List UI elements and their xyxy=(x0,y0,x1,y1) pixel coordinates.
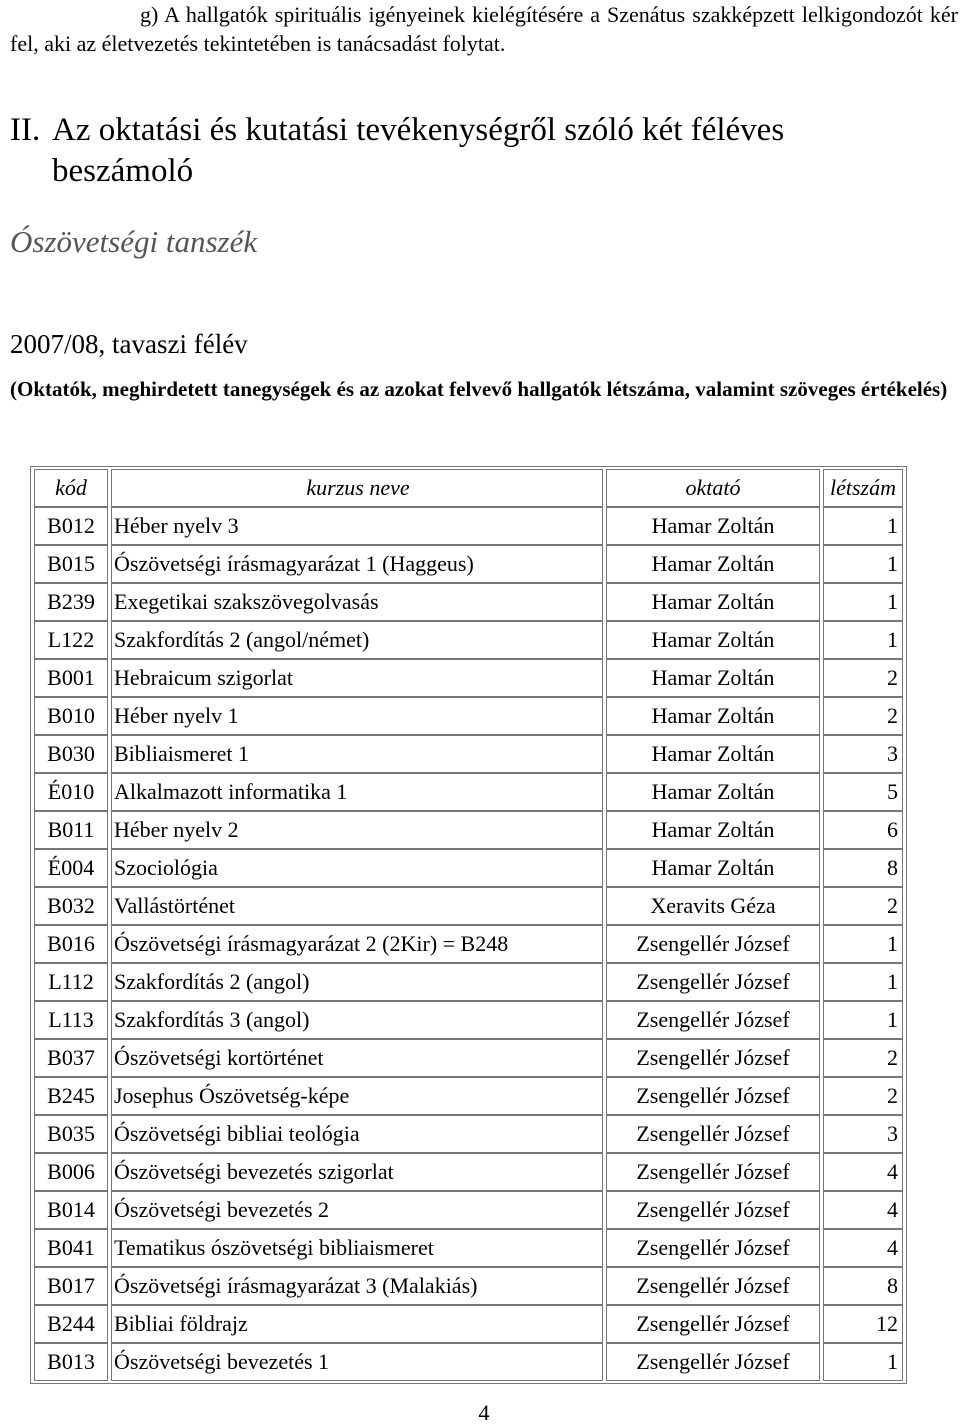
table-row xyxy=(34,735,903,773)
table-row xyxy=(34,1305,903,1343)
course-teacher: Zsengellér József xyxy=(606,1115,820,1153)
course-teacher: Zsengellér József xyxy=(606,963,820,1001)
course-count: 1 xyxy=(823,1001,903,1039)
course-name: Szakfordítás 2 (angol/német) xyxy=(111,621,603,659)
course-teacher: Zsengellér József xyxy=(606,1153,820,1191)
course-name: Bibliai földrajz xyxy=(111,1305,603,1343)
course-name: Ószövetségi írásmagyarázat 2 (2Kir) = B248 xyxy=(111,925,603,963)
header-count: létszám xyxy=(823,469,903,507)
section-number: II. xyxy=(10,112,41,148)
table-row xyxy=(34,1343,903,1381)
course-code: L122 xyxy=(34,621,108,659)
course-name: Héber nyelv 1 xyxy=(111,697,603,735)
course-count: 2 xyxy=(823,1039,903,1077)
course-name: Ószövetségi bevezetés szigorlat xyxy=(111,1153,603,1191)
course-name: Tematikus ószövetségi bibliaismeret xyxy=(111,1229,603,1267)
course-teacher: Hamar Zoltán xyxy=(606,773,820,811)
header-teacher: oktató xyxy=(606,469,820,507)
course-teacher: Zsengellér József xyxy=(606,1077,820,1115)
course-teacher: Zsengellér József xyxy=(606,1191,820,1229)
course-count: 1 xyxy=(823,545,903,583)
course-count: 12 xyxy=(823,1305,903,1343)
table-row xyxy=(34,1267,903,1305)
course-teacher: Zsengellér József xyxy=(606,1001,820,1039)
course-count: 1 xyxy=(823,621,903,659)
course-code: B244 xyxy=(34,1305,108,1343)
course-teacher: Hamar Zoltán xyxy=(606,811,820,849)
course-name: Josephus Ószövetség-képe xyxy=(111,1077,603,1115)
course-name: Héber nyelv 3 xyxy=(111,507,603,545)
course-name: Szakfordítás 2 (angol) xyxy=(111,963,603,1001)
course-name: Szakfordítás 3 (angol) xyxy=(111,1001,603,1039)
course-name: Héber nyelv 2 xyxy=(111,811,603,849)
course-count: 3 xyxy=(823,735,903,773)
table-row xyxy=(34,849,903,887)
course-code: B013 xyxy=(34,1343,108,1381)
course-count: 1 xyxy=(823,963,903,1001)
course-teacher: Hamar Zoltán xyxy=(606,849,820,887)
course-name: Hebraicum szigorlat xyxy=(111,659,603,697)
course-code: B012 xyxy=(34,507,108,545)
course-name: Exegetikai szakszövegolvasás xyxy=(111,583,603,621)
table-row xyxy=(34,773,903,811)
course-count: 4 xyxy=(823,1153,903,1191)
course-teacher: Zsengellér József xyxy=(606,1229,820,1267)
intro-paragraph: g) A hallgatók spirituális igényeinek kielégítésére a Szenátus szakképzett lelkigondozót kér fel, aki az életvezetés tekintetében is tanácsadást folytat. xyxy=(10,2,958,56)
section-heading xyxy=(10,110,950,192)
course-code: B245 xyxy=(34,1077,108,1115)
course-code: B035 xyxy=(34,1115,108,1153)
course-code: B010 xyxy=(34,697,108,735)
course-code: B032 xyxy=(34,887,108,925)
course-teacher: Zsengellér József xyxy=(606,1267,820,1305)
course-code: B011 xyxy=(34,811,108,849)
table-row xyxy=(34,963,903,1001)
course-count: 6 xyxy=(823,811,903,849)
course-count: 2 xyxy=(823,887,903,925)
table-row xyxy=(34,1115,903,1153)
course-code: É004 xyxy=(34,849,108,887)
course-code: É010 xyxy=(34,773,108,811)
table-row xyxy=(34,1001,903,1039)
course-table xyxy=(30,466,907,1384)
course-code: L112 xyxy=(34,963,108,1001)
course-code: B017 xyxy=(34,1267,108,1305)
table-row xyxy=(34,1191,903,1229)
table-row xyxy=(34,811,903,849)
course-count: 4 xyxy=(823,1229,903,1267)
course-count: 3 xyxy=(823,1115,903,1153)
course-name: Ószövetségi bevezetés 2 xyxy=(111,1191,603,1229)
course-name: Ószövetségi írásmagyarázat 3 (Malakiás) xyxy=(111,1267,603,1305)
table-row xyxy=(34,887,903,925)
course-count: 8 xyxy=(823,1267,903,1305)
table-row xyxy=(34,1229,903,1267)
course-count: 8 xyxy=(823,849,903,887)
course-name: Alkalmazott informatika 1 xyxy=(111,773,603,811)
course-name: Bibliaismeret 1 xyxy=(111,735,603,773)
semester-heading: 2007/08, tavaszi félév xyxy=(10,329,248,359)
department-title: Ószövetségi tanszék xyxy=(10,224,258,259)
section-title-line2: beszámoló xyxy=(52,153,194,189)
course-code: B014 xyxy=(34,1191,108,1229)
table-row xyxy=(34,1039,903,1077)
course-code: L113 xyxy=(34,1001,108,1039)
course-name: Ószövetségi kortörténet xyxy=(111,1039,603,1077)
course-count: 2 xyxy=(823,697,903,735)
course-count: 5 xyxy=(823,773,903,811)
course-code: B015 xyxy=(34,545,108,583)
header-code: kód xyxy=(34,469,108,507)
course-name: Szociológia xyxy=(111,849,603,887)
course-name: Ószövetségi bibliai teológia xyxy=(111,1115,603,1153)
course-teacher: Zsengellér József xyxy=(606,1305,820,1343)
table-header-row xyxy=(34,469,903,507)
table-row xyxy=(34,697,903,735)
table-row xyxy=(34,1153,903,1191)
course-name: Ószövetségi írásmagyarázat 1 (Haggeus) xyxy=(111,545,603,583)
table-row xyxy=(34,583,903,621)
course-teacher: Zsengellér József xyxy=(606,1039,820,1077)
course-count: 2 xyxy=(823,1077,903,1115)
table-row xyxy=(34,925,903,963)
course-count: 1 xyxy=(823,507,903,545)
course-count: 2 xyxy=(823,659,903,697)
course-teacher: Hamar Zoltán xyxy=(606,659,820,697)
course-teacher: Zsengellér József xyxy=(606,925,820,963)
course-name: Ószövetségi bevezetés 1 xyxy=(111,1343,603,1381)
table-description: (Oktatók, meghirdetett tanegységek és az azokat felvevő hallgatók létszáma, valamint szöveges értékelés) xyxy=(10,377,948,401)
course-code: B037 xyxy=(34,1039,108,1077)
course-teacher: Hamar Zoltán xyxy=(606,697,820,735)
course-code: B041 xyxy=(34,1229,108,1267)
course-teacher: Hamar Zoltán xyxy=(606,621,820,659)
course-teacher: Hamar Zoltán xyxy=(606,507,820,545)
table-row xyxy=(34,545,903,583)
course-teacher: Xeravits Géza xyxy=(606,887,820,925)
course-count: 4 xyxy=(823,1191,903,1229)
table-row xyxy=(34,507,903,545)
course-code: B239 xyxy=(34,583,108,621)
course-count: 1 xyxy=(823,925,903,963)
course-code: B016 xyxy=(34,925,108,963)
course-teacher: Hamar Zoltán xyxy=(606,583,820,621)
table-row xyxy=(34,621,903,659)
course-code: B030 xyxy=(34,735,108,773)
course-teacher: Hamar Zoltán xyxy=(606,545,820,583)
header-course: kurzus neve xyxy=(111,469,603,507)
page-number: 4 xyxy=(478,1400,490,1425)
course-name: Vallástörténet xyxy=(111,887,603,925)
course-code: B006 xyxy=(34,1153,108,1191)
course-teacher: Hamar Zoltán xyxy=(606,735,820,773)
section-title-line1: Az oktatási és kutatási tevékenységről szóló két féléves xyxy=(52,112,785,148)
course-teacher: Zsengellér József xyxy=(606,1343,820,1381)
table-row xyxy=(34,659,903,697)
course-count: 1 xyxy=(823,583,903,621)
table-row xyxy=(34,1077,903,1115)
course-code: B001 xyxy=(34,659,108,697)
course-count: 1 xyxy=(823,1343,903,1381)
